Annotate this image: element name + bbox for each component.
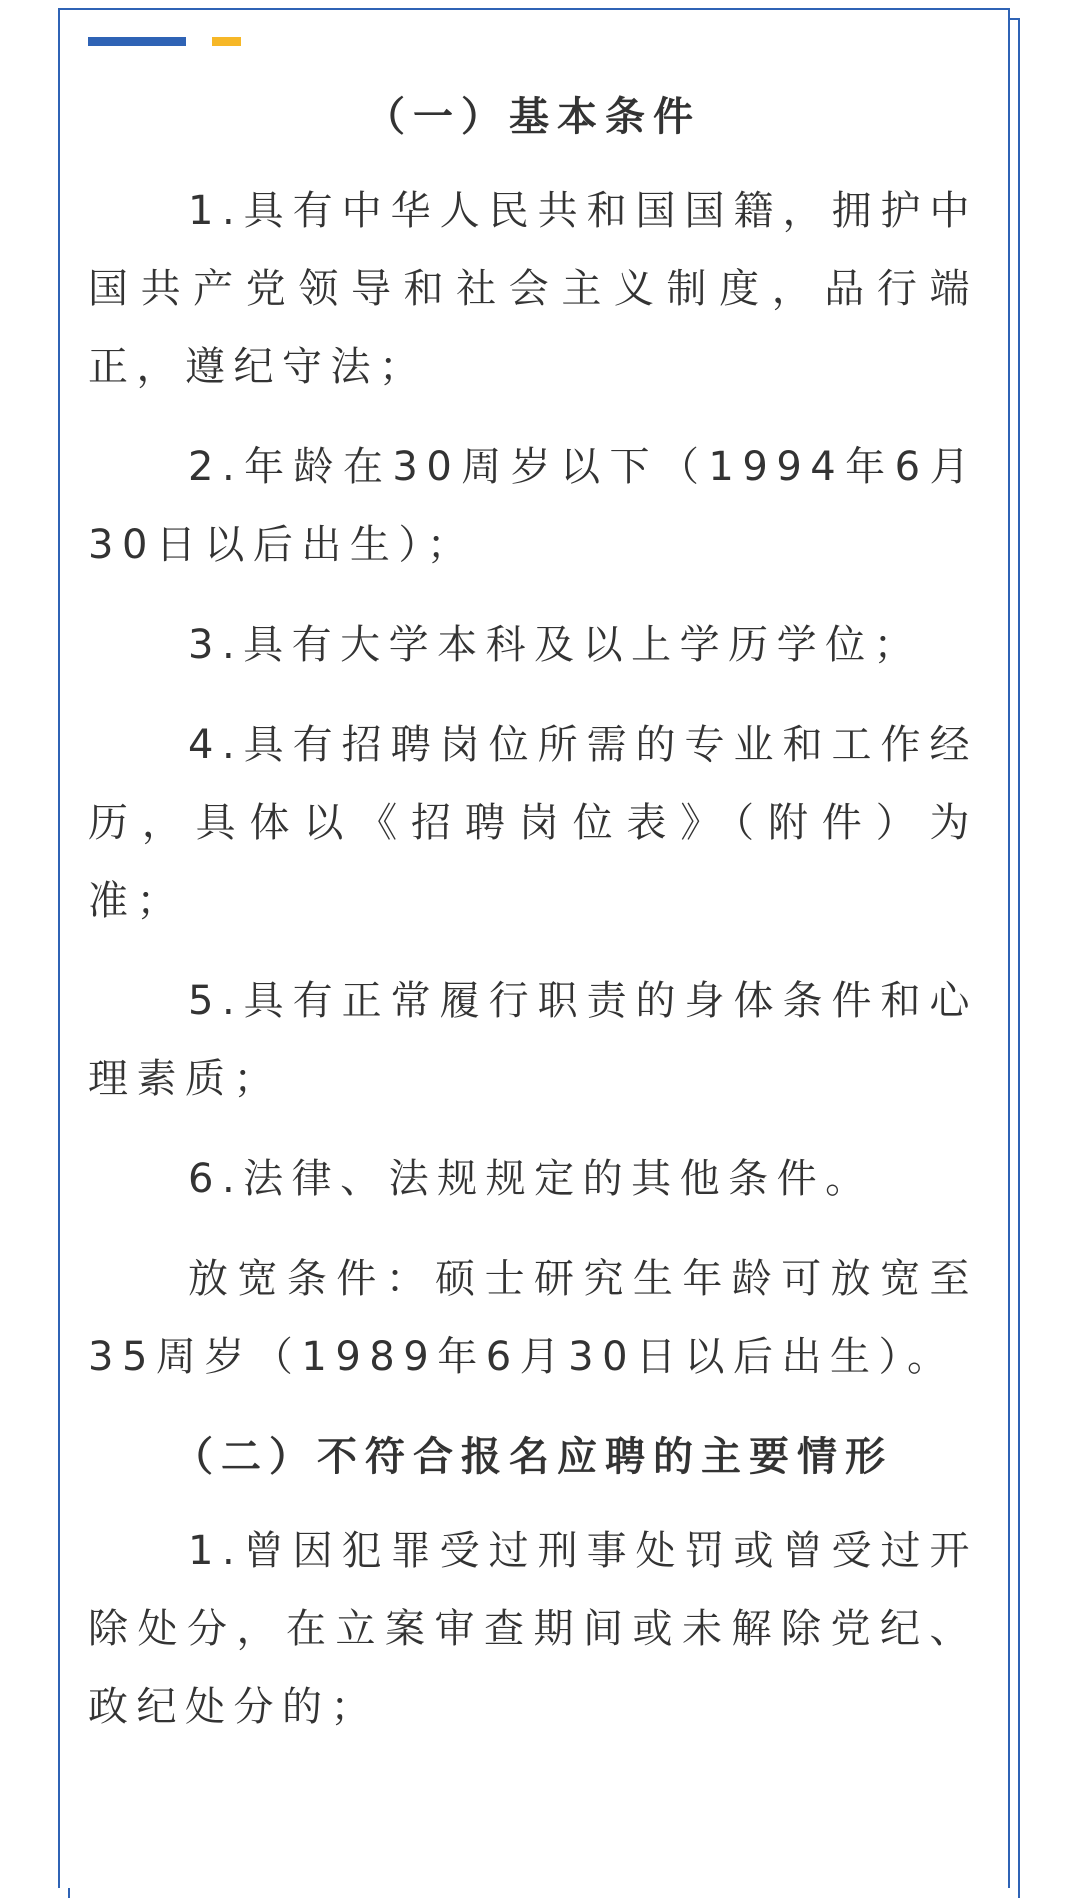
paragraph: 4.具有招聘岗位所需的专业和工作经历，具体以《招聘岗位表》（附件）为准；	[88, 722, 978, 924]
paragraph: 6.法律、法规规定的其他条件。	[188, 1156, 874, 1202]
paragraph: 3.具有大学本科及以上学历学位；	[188, 622, 923, 668]
paragraph: 1.具有中华人民共和国国籍，拥护中国共产党领导和社会主义制度，品行端正，遵纪守法；	[88, 188, 978, 390]
section-heading-disqualifications: （二）不符合报名应聘的主要情形	[173, 1434, 893, 1480]
paragraph: 1.曾因犯罪受过刑事处罚或曾受过开除处分，在立案审查期间或未解除党纪、政纪处分的；	[88, 1528, 978, 1730]
paragraph: 2.年龄在30周岁以下（1994年6月30日以后出生）；	[88, 444, 978, 568]
paragraph: 5.具有正常履行职责的身体条件和心理素质；	[88, 978, 978, 1102]
article-content	[88, 78, 978, 1768]
accent-bar-yellow	[212, 37, 241, 46]
accent-bar-blue	[88, 37, 186, 46]
paragraph: 放宽条件：硕士研究生年龄可放宽至35周岁（1989年6月30日以后出生）。	[88, 1256, 978, 1380]
section-heading-basic-conditions: （一）基本条件	[365, 94, 701, 140]
